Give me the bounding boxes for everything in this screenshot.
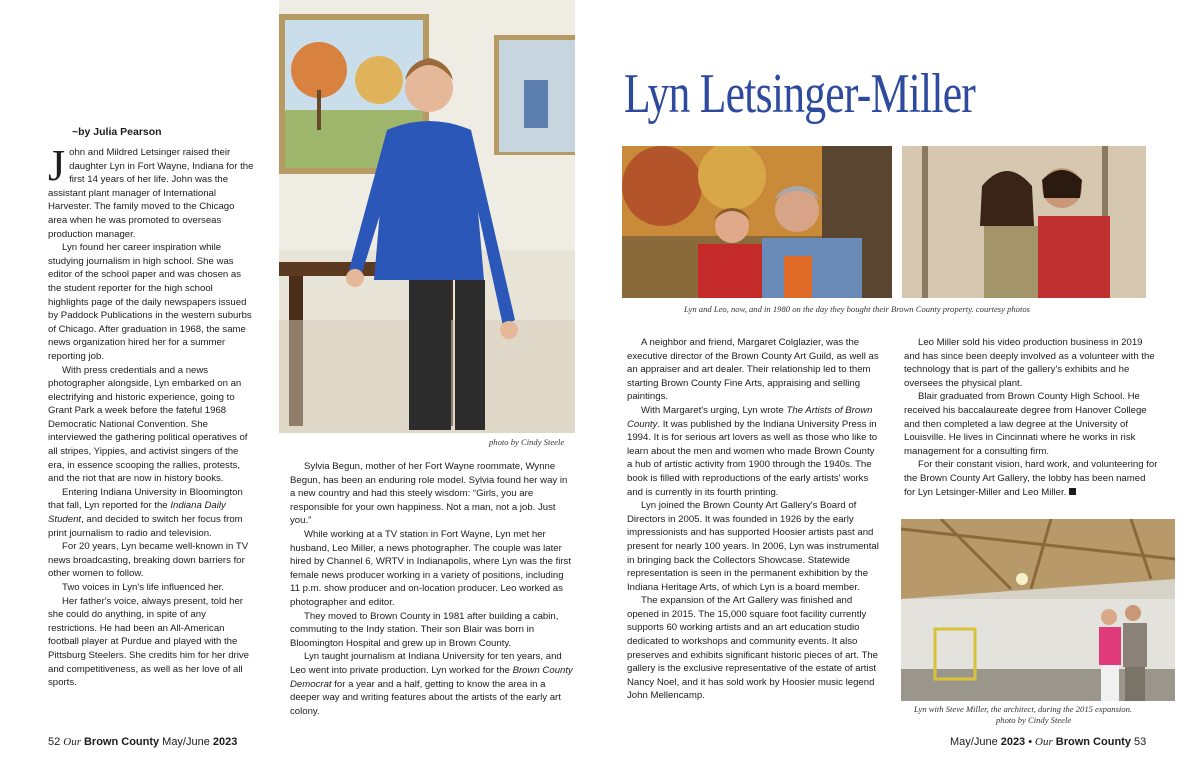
issue-month: May/June bbox=[162, 736, 210, 748]
issue-year: 2023 bbox=[1000, 736, 1026, 748]
paragraph: A neighbor and friend, Margaret Colglazier, was the executive director of the Brown County Art Guild, as well as an appraiser and art dealer. Their relationship led to them starting Brown County Fine Arts, appraising and selling paintings. bbox=[627, 337, 879, 403]
paragraph: Lyn found her career inspiration while studying journalism in high school. She was editor of the school paper and was chosen as the student reporter for the high school highlights page of the daily newspapers issued by Paddock Publications in the western suburbs of Chicago. After graduation in 1968, the same news organization hired her for a summer reporting job. bbox=[48, 242, 252, 362]
construction-illustration bbox=[901, 519, 1175, 701]
couple-now-illustration bbox=[622, 146, 892, 298]
paragraph: Lyn taught journalism at Indiana University for ten years, and Leo went into private production. Lyn worked for the Brown County Democrat for a year and a half, getting to know the area in a deeper way and writing features about the artists of the early art colony. bbox=[290, 651, 573, 717]
paragraph: The expansion of the Art Gallery was finished and opened in 2015. The 15,000 square foot facility currently supports 60 working artists and an art education studio dedicated to workshops and community events. It also preserves and exhibits significant historic pieces of art. The gallery is the exclusive representative of the estate of artist Nancy Noel, and it has sold work by Hoosier music legend John Mellencamp. bbox=[627, 595, 878, 702]
construction-photo-caption-line2: photo by Cindy Steele bbox=[996, 715, 1072, 725]
portrait-illustration bbox=[279, 0, 575, 433]
paragraph: Leo Miller sold his video production business in 2019 and has since been deeply involved as a volunteer with the technology that is part of the gallery's exhibits and he oversees the physical plant. bbox=[904, 337, 1155, 389]
column-4 bbox=[904, 336, 1158, 499]
paragraph: They moved to Brown County in 1981 after building a cabin, commuting to the Indy station. Their son Blair was born in Bloomington Hospital and grew up in Brown County. bbox=[290, 610, 559, 649]
portrait-photo-caption: photo by Cindy Steele bbox=[489, 437, 565, 447]
paragraph: Sylvia Begun, mother of her Fort Wayne roommate, Wynne Begun, has been an enduring role model. Sylvia found her way in a new country and had this steely wisdom: “Girls, you are responsible for your own happiness. Not a man, not a job. Just you.” bbox=[290, 461, 568, 527]
paragraph: Entering Indiana University in Bloomington that fall, Lyn reported for the Indiana Daily Student, and decided to switch her focus from print journalism to radio and television. bbox=[48, 486, 243, 539]
construction-photo bbox=[901, 519, 1175, 701]
magazine-our: Our bbox=[63, 736, 81, 748]
paragraph: ohn and Mildred Letsinger raised their daughter Lyn in Fort Wayne, Indiana for the first 14 years of her life. John was the assistant plant manager of International Harvester. The family moved to the Chicago area when he was promoted to overseas production manager. bbox=[48, 147, 254, 240]
paragraph: With press credentials and a news photographer alongside, Lyn embarked on an electrifying and historic experience, going to Grant Park a week before the fateful 1968 Democratic National Convention. She interviewed the gathering political operatives of all stripes, Yippies, and activist singers of the era, in essence scooping the rallies, protests, and the riot that are now in history books. bbox=[48, 364, 248, 485]
column-3 bbox=[627, 336, 879, 703]
couple-now-photo bbox=[622, 146, 892, 298]
paragraph: For their constant vision, hard work, and volunteering for the Brown County Art Gallery, the lobby has been named for Lyn Letsinger-Miller and Leo Miller. bbox=[904, 459, 1158, 498]
magazine-name: Brown County bbox=[83, 736, 160, 748]
magazine-our: Our bbox=[1035, 736, 1053, 748]
page-number: 52 bbox=[48, 736, 61, 748]
issue-year: 2023 bbox=[212, 736, 238, 748]
article-title: Lyn Letsinger-Miller bbox=[624, 63, 976, 125]
portrait-photo bbox=[279, 0, 575, 433]
byline: ~by Julia Pearson bbox=[72, 126, 162, 138]
page-number: 53 bbox=[1133, 736, 1147, 748]
paragraph: Blair graduated from Brown County High School. He received his baccalaureate degree from Hanover College and then completed a law degree at the University of Louisville. He lives in Cincinnati where he works in risk management for a consulting firm. bbox=[904, 391, 1147, 457]
column-1 bbox=[48, 141, 254, 690]
paragraph: While working at a TV station in Fort Wayne, Lyn met her husband, Leo Miller, a news photographer. The couple was later hired by Channel 6, WRTV in Indianapolis, where Lyn was the first female news producer working in a variety of positions, including 11 p.m. show producer and on-location producer. Leo worked as photographer and editor. bbox=[290, 528, 572, 608]
construction-photo-caption-line1: Lyn with Steve Miller, the architect, during the 2015 expansion. bbox=[914, 704, 1133, 714]
paragraph: Her father's voice, always present, told her she could do anything, in spite of any restrictions. He had been an All-American football player at Purdue and played with the Pittsburg Steelers. She credits him for her drive and competitiveness, as well as her love of all sports. bbox=[48, 595, 250, 689]
drop-cap: J bbox=[48, 141, 66, 190]
paragraph: For 20 years, Lyn became well-known in TV news broadcasting, breaking down barriers for other women to follow. bbox=[48, 541, 249, 580]
paragraph: Two voices in Lyn's life influenced her. bbox=[62, 582, 224, 593]
end-mark bbox=[1069, 488, 1076, 495]
paragraph: Lyn joined the Brown County Art Gallery's Board of Directors in 2005. It was founded in 1926 by the early impressionists and has supported Hoosier artists past and present for nearly 100 years. In 2006, Lyn was instrumental in bringing back the Collectors Showcase. Statewide representation is seen in the permanent exhibition by the Indiana Heritage Arts, of which Lyn is a board member. bbox=[627, 500, 879, 593]
left-page-folio bbox=[48, 736, 237, 748]
top-photos-caption: Lyn and Leo, now, and in 1980 on the day they bought their Brown County property. courtesy photos bbox=[684, 304, 1031, 314]
couple-1980-photo bbox=[902, 146, 1146, 298]
paragraph: With Margaret's urging, Lyn wrote The Artists of Brown County. It was published by the Indiana University Press in 1994. It is for serious art lovers as well as those who like to learn about the men and women who made Brown County a hub of artistic activity from 1900 through the 1940s. The book is filled with reproductions of the early artists' works and is currently in its fourth printing. bbox=[627, 404, 878, 498]
issue-month: May/June bbox=[950, 736, 998, 748]
right-page-folio bbox=[950, 736, 1146, 748]
folio-bullet: • bbox=[1028, 736, 1033, 748]
couple-1980-illustration bbox=[902, 146, 1146, 298]
magazine-name: Brown County bbox=[1055, 736, 1131, 748]
column-2 bbox=[290, 460, 574, 718]
